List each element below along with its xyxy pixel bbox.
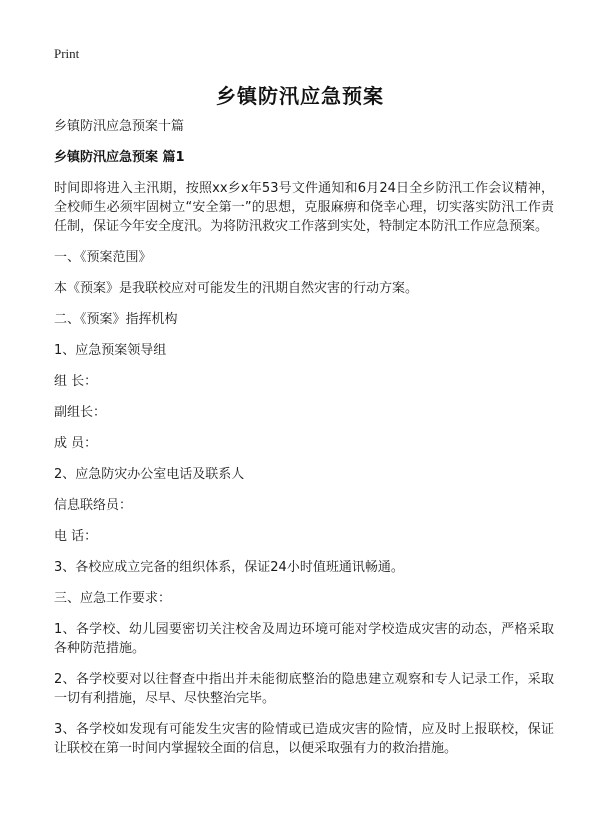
heading-requirements: 三、应急工作要求：: [54, 591, 172, 606]
scope-paragraph: 本《预案》是我联校应对可能发生的汛期自然灾害的行动方案。: [54, 281, 419, 296]
requirement-1: 1、各学校、幼儿园要密切关注校舍及周边环境可能对学校造成灾害的动态，严格采取各种防范措施。: [54, 622, 554, 656]
requirement-2: 2、各学校要对以往督查中指出并未能彻底整治的隐患建立观察和专人记录工作，采取一切有利措施，尽早、尽快整治完毕。: [54, 672, 554, 706]
field-deputy-leader: 副组长：: [54, 405, 107, 420]
item-organization: 3、各校应成立完备的组织体系，保证24小时值班通讯畅通。: [54, 560, 404, 575]
item-emergency-office: 2、应急防灾办公室电话及联系人: [54, 467, 245, 482]
heading-scope: 一、《预案范围》: [54, 250, 152, 265]
heading-command: 二、《预案》指挥机构: [54, 312, 178, 327]
section-heading: 乡镇防汛应急预案 篇1: [54, 150, 185, 165]
requirement-3: 3、各学校如发现有可能发生灾害的险情或已造成灾害的险情，应及时上报联校，保证让联校在第一时间内掌握较全面的信息，以便采取强有力的救治措施。: [54, 722, 554, 756]
subtitle: 乡镇防汛应急预案十篇: [54, 119, 185, 134]
field-leader: 组 长：: [54, 374, 98, 389]
document-body: [54, 117, 554, 758]
item-leadership-group: 1、应急预案领导组: [54, 343, 167, 358]
intro-paragraph: 时间即将进入主汛期，按照xx乡x年53号文件通知和6月24日全乡防汛工作会议精神，全校师生必须牢固树立“安全第一”的思想，克服麻痹和侥幸心理，切实落实防汛工作责任制，保证今年安全度汛。为将防汛救灾工作落到实处，特制定本防汛工作应急预案。: [54, 181, 554, 234]
field-liaison: 信息联络员：: [54, 498, 133, 513]
field-phone: 电 话：: [54, 529, 98, 544]
document-title: 乡镇防汛应急预案: [216, 84, 384, 108]
print-label: Print: [54, 46, 80, 61]
field-members: 成 员：: [54, 436, 98, 451]
